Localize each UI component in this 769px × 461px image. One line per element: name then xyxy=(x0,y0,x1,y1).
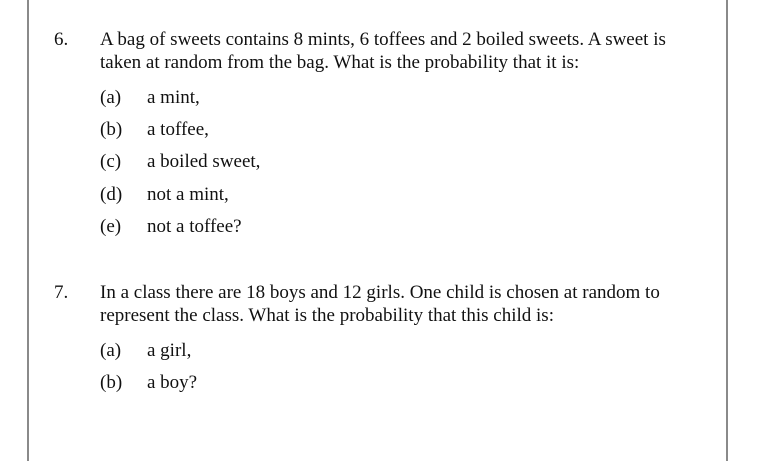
part-label: (d) xyxy=(100,184,123,205)
question-part xyxy=(100,340,191,362)
part-text: a boiled sweet, xyxy=(147,151,261,172)
question-part xyxy=(100,87,200,109)
question-part xyxy=(100,119,209,141)
part-text: a toffee, xyxy=(147,119,209,140)
part-label: (c) xyxy=(100,151,122,172)
part-label: (b) xyxy=(100,119,123,140)
part-text: not a mint, xyxy=(147,184,229,205)
part-text: a boy? xyxy=(147,372,198,393)
part-text: not a toffee? xyxy=(147,216,242,237)
question-number: 6. xyxy=(54,29,69,50)
question-part xyxy=(100,151,260,173)
part-label: (b) xyxy=(100,372,123,393)
part-text: a mint, xyxy=(147,87,200,108)
part-label: (a) xyxy=(100,340,122,361)
page-right-border xyxy=(726,0,728,461)
part-label: (a) xyxy=(100,87,122,108)
question-text: In a class there are 18 boys and 12 girls. One child is chosen at random to represent the class. What is the probability that this child is: xyxy=(100,282,660,326)
page-left-border xyxy=(27,0,29,461)
part-text: a girl, xyxy=(147,340,192,361)
question-part xyxy=(100,184,229,206)
question-part xyxy=(100,372,197,394)
question-text: A bag of sweets contains 8 mints, 6 toffees and 2 boiled sweets. A sweet is taken at random from the bag. What is the probability that it is: xyxy=(100,29,666,73)
part-label: (e) xyxy=(100,216,122,237)
question-part xyxy=(100,216,242,238)
question-number: 7. xyxy=(54,282,69,303)
